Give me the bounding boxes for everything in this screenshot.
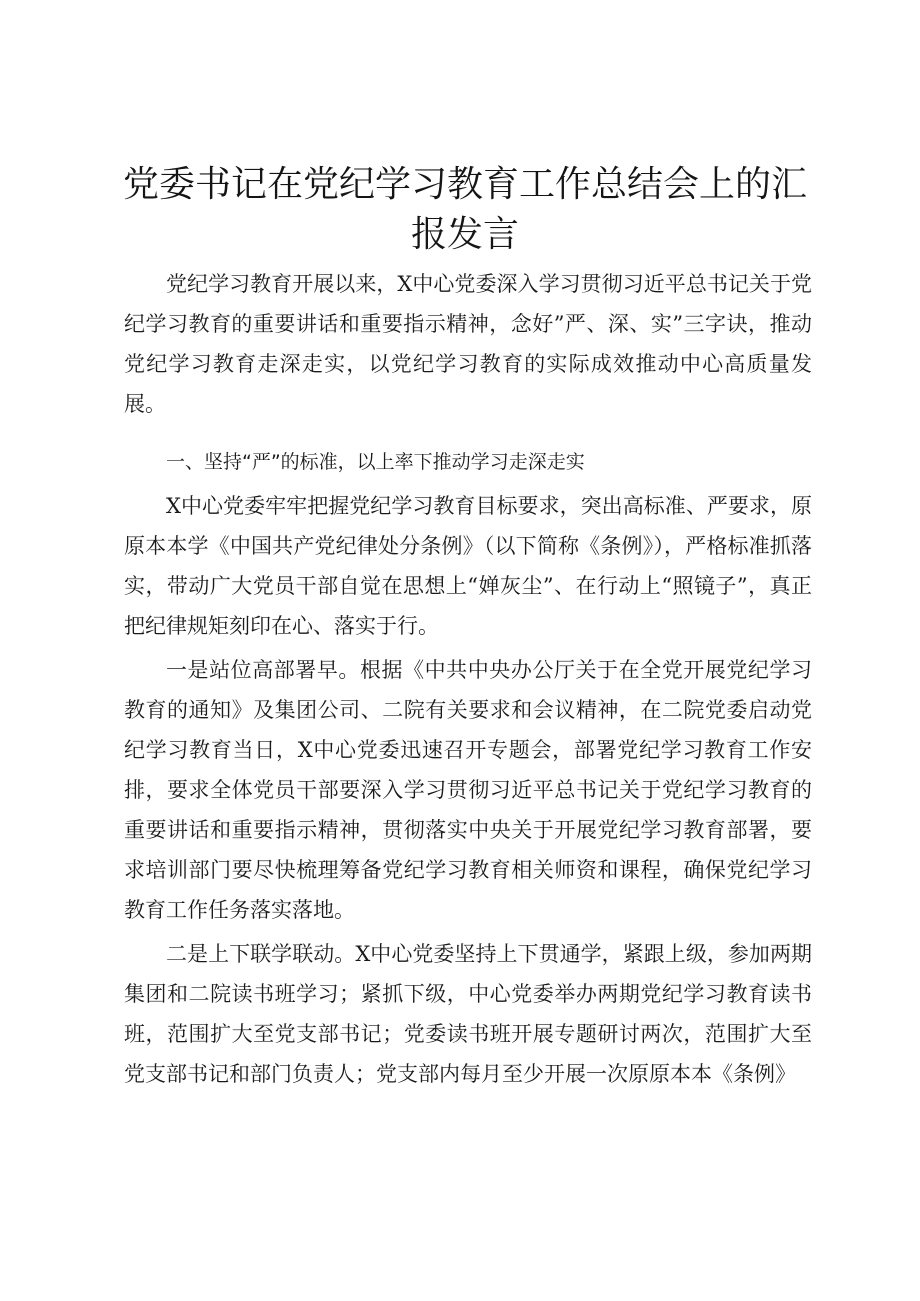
intro-paragraph: 党纪学习教育开展以来，X中心党委深入学习贯彻习近平总书记关于党纪学习教育的重要讲话和重要指示精神，念好”严、深、实”三字诀，推动党纪学习教育走深走实，以党纪学习教育的实际成效推动中心高质量发展。 xyxy=(124,272,812,416)
document-title: 党委书记在党纪学习教育工作总结会上的汇报发言 xyxy=(122,164,807,255)
section-heading: 一、坚持“严”的标准，以上率下推动学习走深走实 xyxy=(166,451,585,473)
point-one-lead: 一是站位高部署早。 xyxy=(166,658,360,682)
section-paragraph: X中心党委牢牢把握党纪学习教育目标要求，突出高标准、严要求，原原本本学《中国共产党纪律处分条例》（以下简称《条例》），严格标准抓落实，带动广大党员干部自觉在思想上“婵灰尘”、在行动上“照镜子”，真正把纪律规矩刻印在心、落实于行。 xyxy=(124,494,812,638)
point-two-paragraph: 二是上下联学联动。X中心党委坚持上下贯通学，紧跟上级，参加两期集团和二院读书班学习；紧抓下级，中心党委举办两期党纪学习教育读书班，范围扩大至党支部书记；党委读书班开展专题研讨两次，范围扩大至党支部书记和部门负责人；党支部内每月至少开展一次原原本本《条例》 xyxy=(124,942,812,1086)
point-one-text: 根据《中共中央办公厅关于在全党开展党纪学习教育的通知》及集团公司、二院有关要求和会议精神，在二院党委启动党纪学习教育当日，X中心党委迅速召开专题会，部署党纪学习教育工作安排，要求全体党员干部要深入学习贯彻习近平总书记关于党纪学习教育的重要讲话和重要指示精神，贯彻落实中央关于开展党纪学习教育部署，要求培训部门要尽快梳理筹备党纪学习教育相关师资和课程，确保党纪学习教育工作任务落实落地。 xyxy=(124,658,813,922)
document-body xyxy=(124,264,812,1094)
point-one-paragraph xyxy=(124,650,812,930)
